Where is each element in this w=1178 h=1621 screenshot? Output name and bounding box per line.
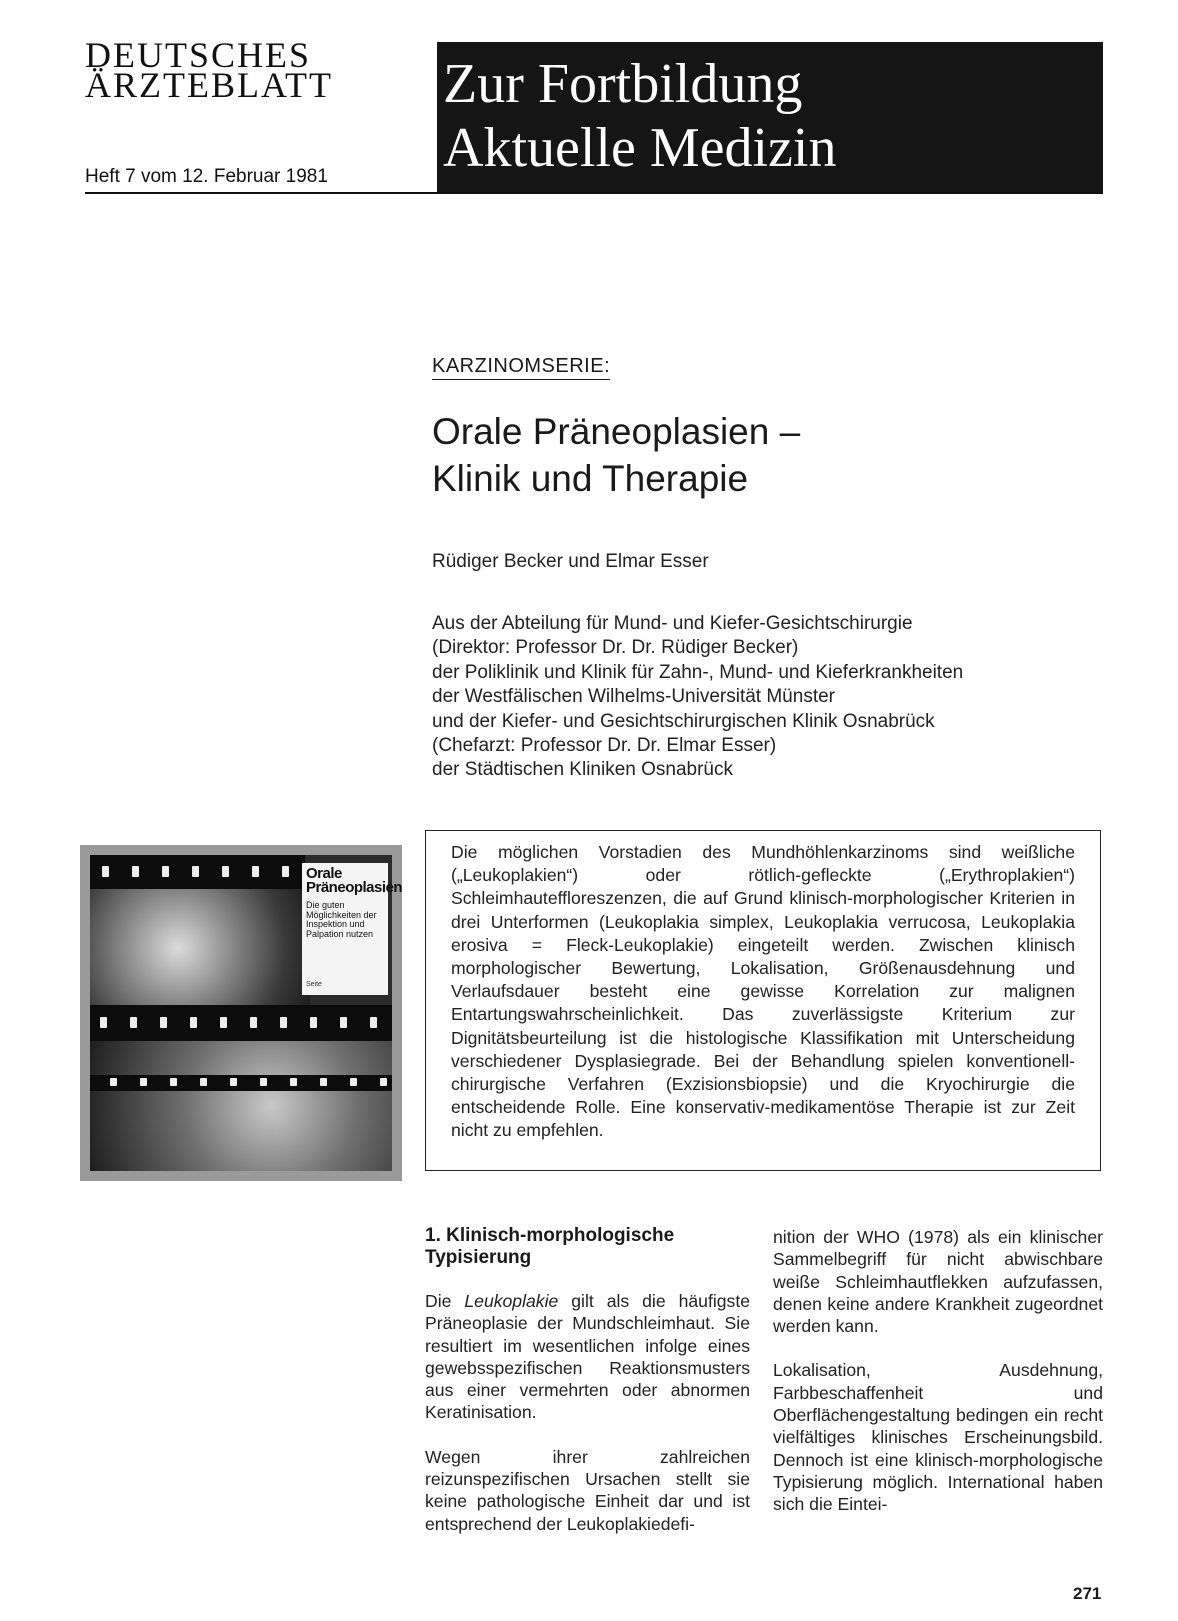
paragraph-text: gilt als die häufigste Präneoplasie der Mundschleimhaut. Sie resultiert im wesentlichen infolge eines gewebsspezifischen Reaktionsmusters aus einer vermehrten oder abnormen Keratinisation. bbox=[425, 1291, 750, 1423]
author-affiliation bbox=[432, 612, 963, 783]
section-heading: 1. Klinisch-morphologische Typisierung bbox=[425, 1225, 675, 1268]
title-line1: Orale Präneoplasien – bbox=[432, 411, 801, 452]
paragraph-text: Die bbox=[425, 1291, 465, 1311]
banner-line1: Zur Fortbildung bbox=[443, 53, 803, 115]
book-cover bbox=[302, 863, 403, 995]
filmstrip-middle bbox=[90, 1005, 392, 1041]
issue-date: Heft 7 vom 12. Februar 1981 bbox=[85, 166, 328, 187]
series-label: KARZINOMSERIE: bbox=[432, 355, 610, 380]
book-cover-photo bbox=[80, 845, 402, 1181]
body-column-right bbox=[773, 1226, 1103, 1538]
body-paragraph bbox=[425, 1290, 750, 1424]
section-banner bbox=[437, 42, 1103, 192]
book-page-label: Seite bbox=[306, 981, 322, 988]
term-italic: Leukoplakie bbox=[464, 1291, 559, 1311]
abstract-box: Die möglichen Vorstadien des Mundhöhlenkarzinoms sind weißliche („Leukoplakien“) oder rötlich-gefleckte („Erythroplakien“) Schleimhauteffloreszenzen, die auf Grund klinisch-morphologischer Kriterien in drei Unterformen (Leukoplakia simplex, Leukoplakia verrucosa, Leukoplakia erosiva = Fleck-Leukoplakie) eingeteilt werden. Zwischen klinisch morphologischer Bewertung, Lokalisation, Größenausdehnung und Verlaufsdauer besteht eine gewisse Korrelation zur malignen Entartungswahrscheinlichkeit. Das zuverlässigste Kriterium zur Dignitätsbeurteilung ist die histologische Klassifikation mit Unterscheidung verschiedener Dysplasiegrade. Bei der Behandlung spielen konventionell-chirurgische Verfahren (Exzisionsbiopsie) und die Kryochirurgie die entscheidende Rolle. Eine konservativ-medikamentöse Therapie ist zur Zeit nicht zu empfehlen. bbox=[425, 830, 1101, 1171]
filmstrip-bottom bbox=[90, 1075, 392, 1091]
affiliation-line: der Poliklinik und Klinik für Zahn-, Mund- und Kieferkrankheiten bbox=[432, 661, 964, 683]
body-paragraph: Lokalisation, Ausdehnung, Farbbeschaffenheit und Oberflächengestaltung bedingen ein recht vielfältiges klinisches Erscheinungsbild. Dennoch ist eine klinisch-morphologische Typisierung möglich. International haben sich die Eintei- bbox=[773, 1360, 1103, 1515]
page-number: 271 bbox=[1073, 1584, 1102, 1603]
banner-line2: Aktuelle Medizin bbox=[443, 117, 837, 179]
photo-collage bbox=[90, 855, 403, 1171]
affiliation-line: und der Kiefer- und Gesichtschirurgischen Klinik Osnabrück bbox=[432, 710, 935, 732]
journal-name-line1: DEUTSCHES bbox=[85, 35, 312, 75]
clinical-photo-2 bbox=[90, 1041, 392, 1171]
affiliation-line: Aus der Abteilung für Mund- und Kiefer-Gesichtschirurgie bbox=[432, 613, 913, 634]
journal-name-line2: ÄRZTEBLATT bbox=[85, 65, 333, 105]
affiliation-line: der Städtischen Kliniken Osnabrück bbox=[432, 759, 733, 781]
affiliation-line: (Direktor: Professor Dr. Dr. Rüdiger Becker) bbox=[432, 637, 799, 659]
book-title-line1: Orale bbox=[306, 865, 342, 882]
article-title bbox=[432, 408, 800, 502]
body-paragraph: nition der WHO (1978) als ein klinischer Sammelbegriff für nicht abwischbare weiße Schleimhautflekken aufzufassen, denen keine andere Krankheit zugeordnet werden kann. bbox=[773, 1227, 1103, 1337]
body-column-left bbox=[425, 1290, 750, 1557]
journal-name bbox=[85, 35, 405, 105]
affiliation-line: (Chefarzt: Professor Dr. Dr. Elmar Esser) bbox=[432, 735, 777, 757]
body-paragraph: Wegen ihrer zahlreichen reizunspezifischen Ursachen stellt sie keine pathologische Einheit dar und ist entsprechend der Leukoplakiedefi- bbox=[425, 1446, 750, 1534]
book-title-line2: Präneoplasien bbox=[306, 879, 403, 896]
affiliation-line: der Westfälischen Wilhelms-Universität Münster bbox=[432, 686, 835, 708]
title-line2: Klinik und Therapie bbox=[432, 458, 749, 499]
book-title bbox=[306, 867, 402, 895]
clinical-photo bbox=[90, 885, 310, 1025]
book-subtitle: Die guten Möglichkeiten der Inspektion und Palpation nutzen bbox=[306, 900, 377, 939]
filmstrip-top bbox=[90, 855, 305, 889]
masthead-rule bbox=[85, 192, 1103, 194]
article-authors: Rüdiger Becker und Elmar Esser bbox=[432, 551, 709, 572]
